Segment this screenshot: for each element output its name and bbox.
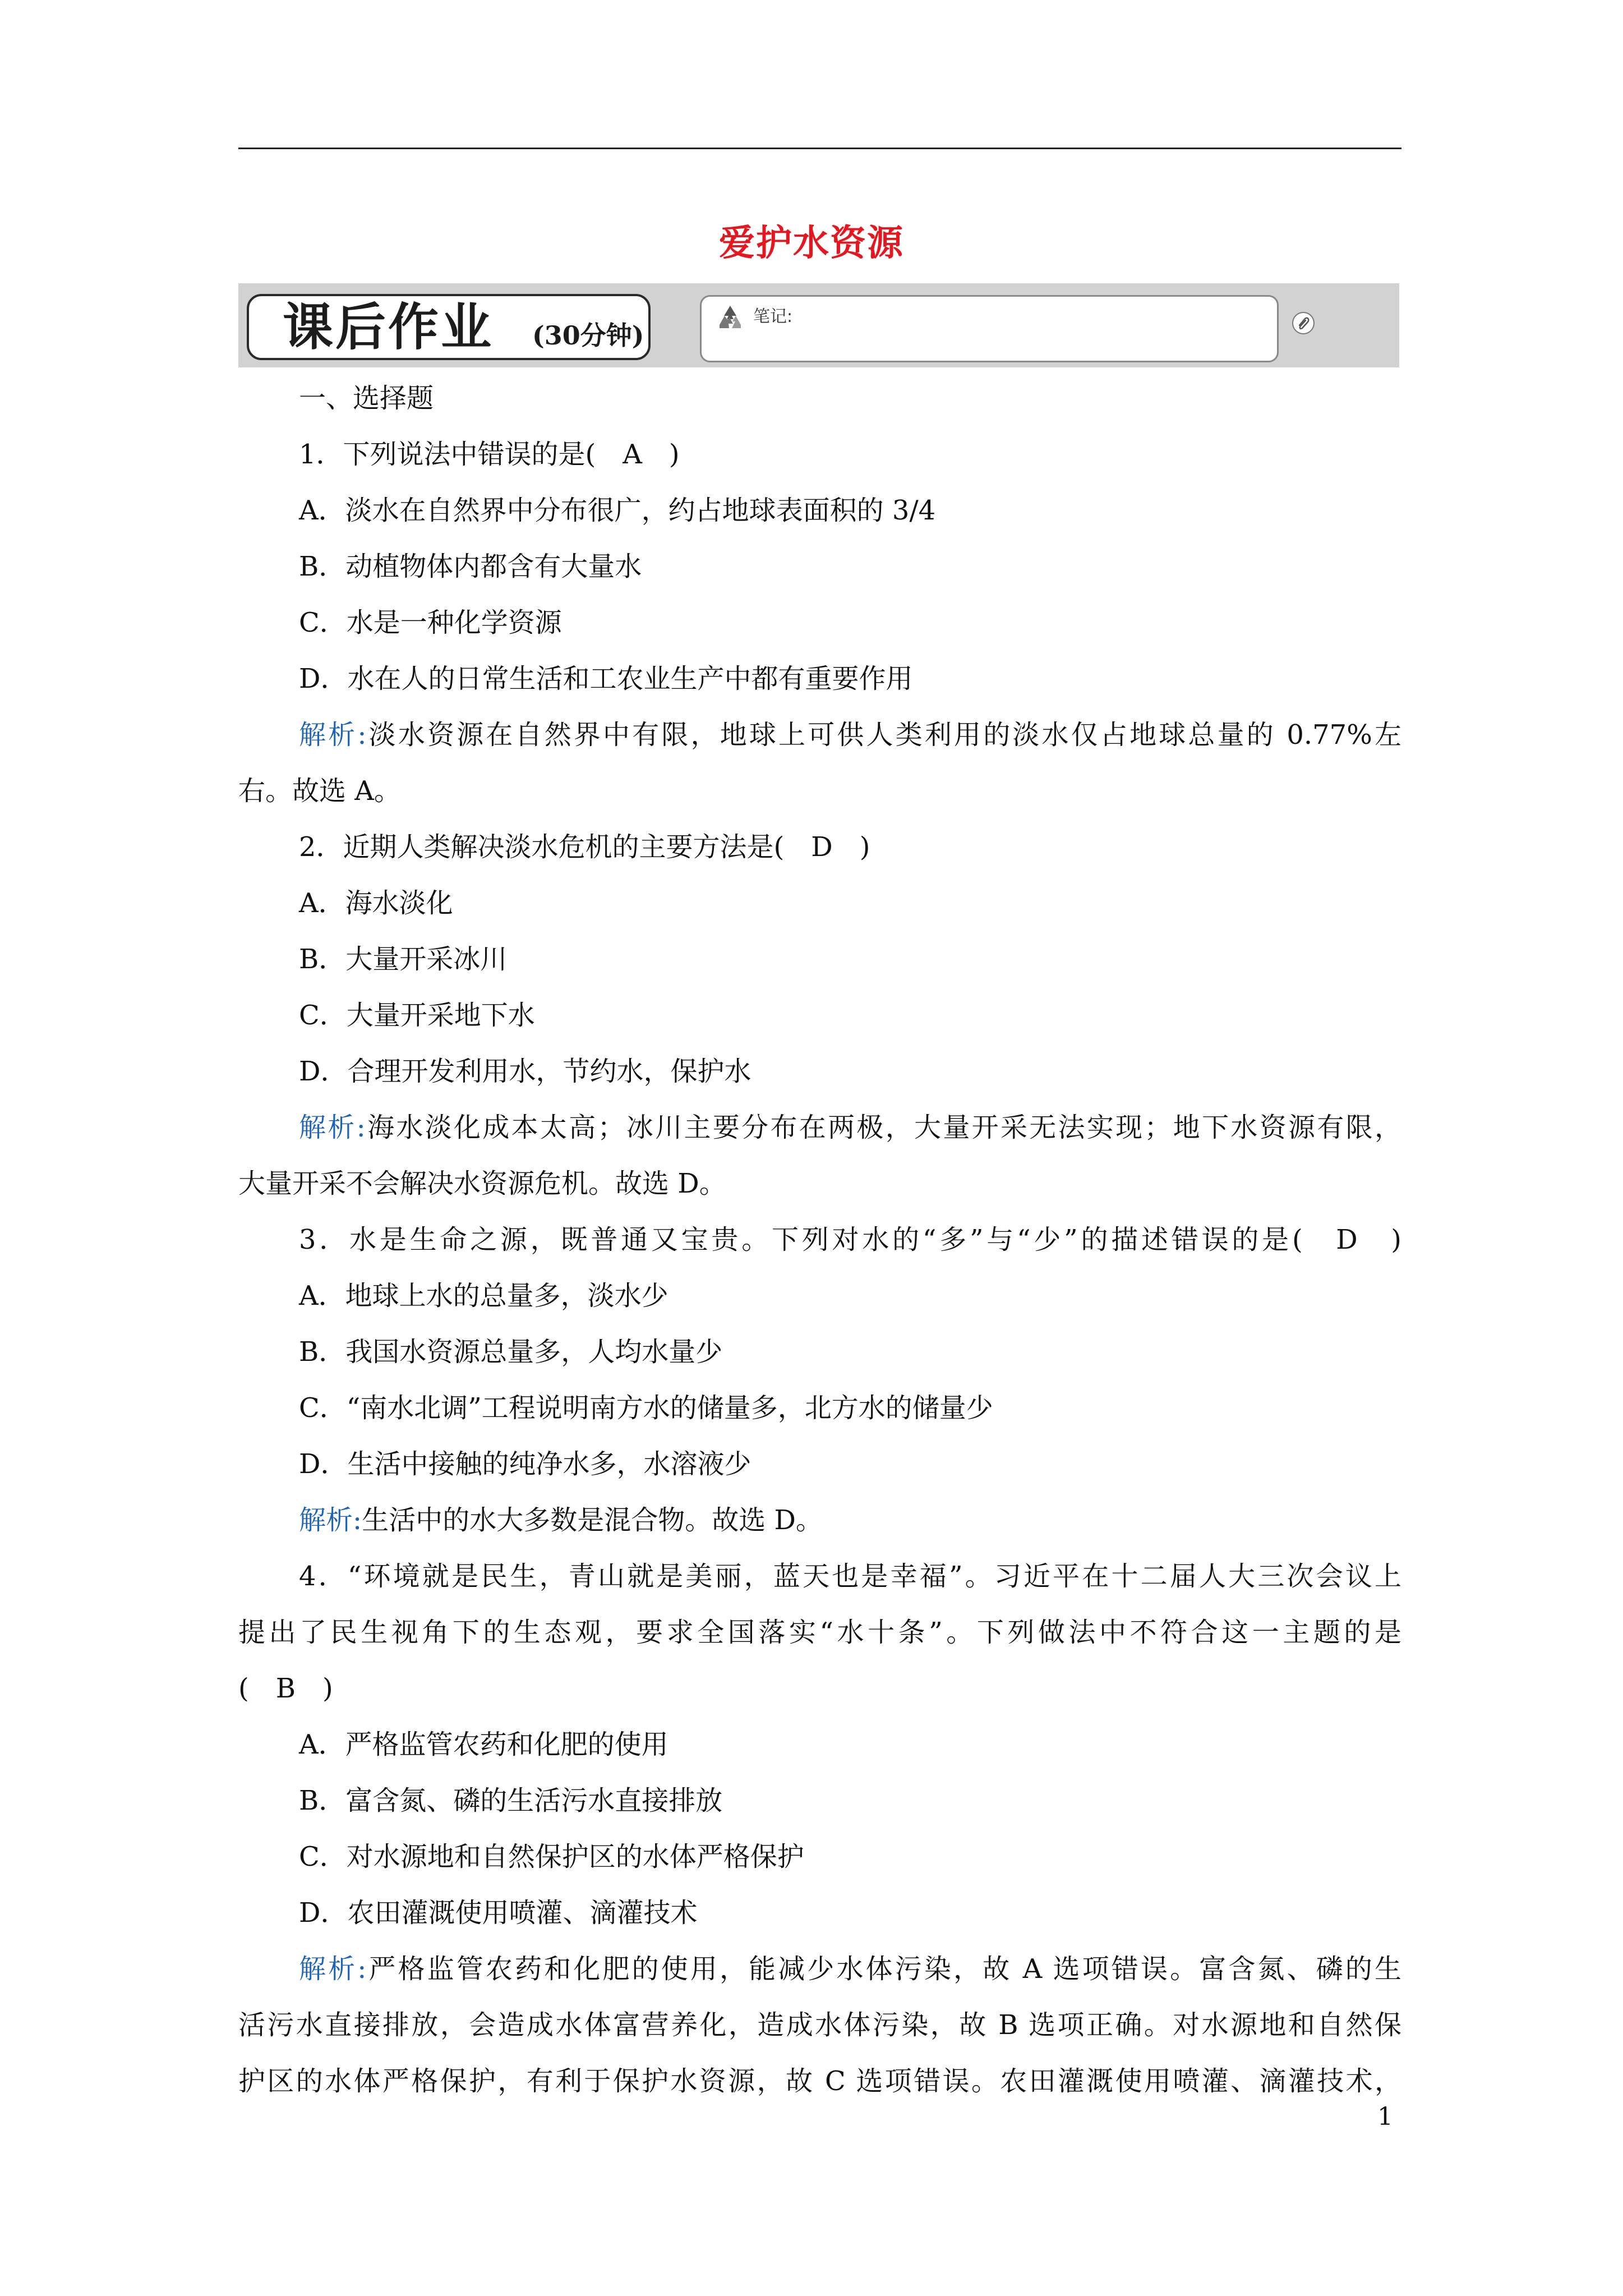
question-2-option-b: B．大量开采冰川: [299, 944, 508, 975]
question-3-option-a: A．地球上水的总量多，淡水少: [299, 1280, 668, 1312]
homework-label: 课后作业: [283, 298, 494, 357]
notes-label: 笔记:: [753, 307, 793, 326]
page-title: 爱护水资源: [719, 222, 904, 264]
question-3-option-b: B．我国水资源总量多，人均水量少: [299, 1336, 723, 1368]
analysis-label: 解析:: [299, 1953, 367, 1985]
question-2-stem: 2．近期人类解决淡水危机的主要方法是( D ): [299, 831, 870, 863]
question-1-option-a: A．淡水在自然界中分布很广，约占地球表面积的 3/4: [299, 495, 936, 526]
paperclip-icon[interactable]: [1291, 311, 1316, 335]
question-1-option-b: B．动植物体内都含有大量水: [299, 551, 642, 582]
question-4-analysis-line-2: 活污水直接排放，会造成水体富营养化，造成水体污染，故 B 选项正确。对水源地和自然保: [238, 2009, 1401, 2041]
page-number: 1: [1377, 2102, 1393, 2131]
question-4-analysis-line-3: 护区的水体严格保护，有利于保护水资源，故 C 选项错误。农田灌溉使用喷灌、滴灌技术，: [238, 2065, 1401, 2097]
time-limit: (30分钟): [532, 320, 644, 351]
question-1-option-d: D．水在人的日常生活和工农业生产中都有重要作用: [299, 663, 913, 694]
notes-field[interactable]: [700, 295, 1279, 362]
header-rule: [238, 148, 1401, 149]
question-2-option-d: D．合理开发利用水，节约水，保护水: [299, 1056, 751, 1087]
question-1-stem: 1．下列说法中错误的是( A ): [299, 439, 680, 470]
question-4-option-a: A．严格监管农药和化肥的使用: [299, 1729, 668, 1760]
question-3-analysis-line-1: 解析:生活中的水大多数是混合物。故选 D。: [299, 1504, 823, 1536]
question-4-stem-line-2: 提出了民生视角下的生态观，要求全国落实“水十条”。下列做法中不符合这一主题的是: [238, 1617, 1401, 1648]
question-4-option-c: C．对水源地和自然保护区的水体严格保护: [299, 1841, 804, 1872]
analysis-label: 解析:: [299, 1112, 366, 1143]
recycle-icon: [715, 302, 745, 333]
question-1-analysis-line-2: 右。故选 A。: [238, 775, 401, 807]
question-3-stem: 3．水是生命之源，既普通又宝贵。下列对水的“多”与“少”的描述错误的是( D ): [299, 1224, 1401, 1255]
homework-badge: [247, 294, 651, 360]
question-2-analysis-line-1: 解析:海水淡化成本太高；冰川主要分布在两极，大量开采无法实现；地下水资源有限，: [299, 1112, 1401, 1143]
question-4-analysis-line-1: 解析:严格监管农药和化肥的使用，能减少水体污染，故 A 选项错误。富含氮、磷的生: [299, 1953, 1401, 1985]
analysis-label: 解析:: [299, 719, 367, 751]
question-1-analysis-line-1: 解析:淡水资源在自然界中有限，地球上可供人类利用的淡水仅占地球总量的 0.77%左: [299, 719, 1401, 751]
question-4-option-b: B．富含氮、磷的生活污水直接排放: [299, 1785, 723, 1816]
question-4-option-d: D．农田灌溉使用喷灌、滴灌技术: [299, 1897, 698, 1929]
question-1-option-c: C．水是一种化学资源: [299, 607, 562, 638]
question-2-option-a: A．海水淡化: [299, 887, 453, 919]
question-2-option-c: C．大量开采地下水: [299, 1000, 535, 1031]
question-4-stem-line-1: 4．“环境就是民生，青山就是美丽，蓝天也是幸福”。习近平在十二届人大三次会议上: [299, 1561, 1401, 1592]
question-3-option-c: C．“南水北调”工程说明南方水的储量多，北方水的储量少: [299, 1392, 993, 1424]
question-4-stem-line-3: ( B ): [238, 1673, 333, 1704]
section-heading: 一、选择题: [299, 383, 434, 414]
analysis-label: 解析:: [299, 1504, 362, 1536]
question-3-option-d: D．生活中接触的纯净水多，水溶液少: [299, 1448, 751, 1480]
question-2-analysis-line-2: 大量开采不会解决水资源危机。故选 D。: [238, 1168, 726, 1199]
